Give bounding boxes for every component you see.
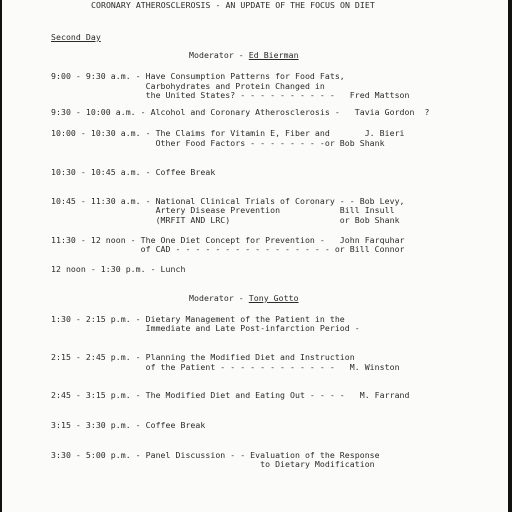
schedule-line: 10:30 - 10:45 a.m. - Coffee Break (51, 167, 216, 177)
document-title: CORONARY ATHEROSCLEROSIS - AN UPDATE OF THE FOCUS ON DIET (91, 0, 375, 10)
moderator-prefix: Moderator - (189, 50, 249, 60)
schedule-line: Carbohydrates and Protein Changed in (51, 81, 325, 91)
schedule-line: 1:30 - 2:15 p.m. - Dietary Management of the Patient in the (51, 314, 345, 324)
scan-border-right (508, 0, 512, 512)
schedule-line: of CAD - - - - - - - - - - - - - - - - or Bill Connor (51, 244, 405, 254)
schedule-line: 9:00 - 9:30 a.m. - Have Consumption Patterns for Food Fats, (51, 71, 345, 81)
schedule-line: 3:15 - 3:30 p.m. - Coffee Break (51, 420, 206, 430)
moderator-prefix: Moderator - (189, 293, 249, 303)
schedule-line: 12 noon - 1:30 p.m. - Lunch (51, 264, 186, 274)
schedule-line: 2:15 - 2:45 p.m. - Planning the Modified Diet and Instruction (51, 352, 355, 362)
schedule-line: Other Food Factors - - - - - - - -or Bob Shank (51, 138, 385, 148)
moderator-line (189, 294, 299, 302)
schedule-line: 10:45 - 11:30 a.m. - National Clinical Trials of Coronary - - Bob Levy, (51, 196, 405, 206)
moderator-line (189, 51, 299, 59)
schedule-line: 3:30 - 5:00 p.m. - Panel Discussion - - Evaluation of the Response (51, 450, 380, 460)
schedule-line: of the Patient - - - - - - - - - - - - M. Winston (51, 362, 400, 372)
schedule-line: 10:00 - 10:30 a.m. - The Claims for Vitamin E, Fiber and J. Bieri (51, 128, 405, 138)
moderator-name: Tony Gotto (248, 293, 299, 303)
schedule-line: the United States? - - - - - - - - - - Fred Mattson (51, 90, 410, 100)
schedule-line: to Dietary Modification (51, 459, 375, 469)
schedule-line: Immediate and Late Post-infarction Period - (51, 323, 360, 333)
day-heading: Second Day (51, 32, 101, 42)
scan-border-left (0, 0, 2, 512)
schedule-line: 9:30 - 10:00 a.m. - Alcohol and Coronary Atherosclerosis - Tavia Gordon ? (51, 107, 430, 117)
schedule-line: Artery Disease Prevention Bill Insull (51, 205, 395, 215)
schedule-line: (MRFIT AND LRC) or Bob Shank (51, 215, 400, 225)
moderator-name: Ed Bierman (248, 50, 299, 60)
schedule-line: 2:45 - 3:15 p.m. - The Modified Diet and Eating Out - - - - M. Farrand (51, 390, 410, 400)
schedule-line: 11:30 - 12 noon - The One Diet Concept for Prevention - John Farquhar (51, 235, 405, 245)
